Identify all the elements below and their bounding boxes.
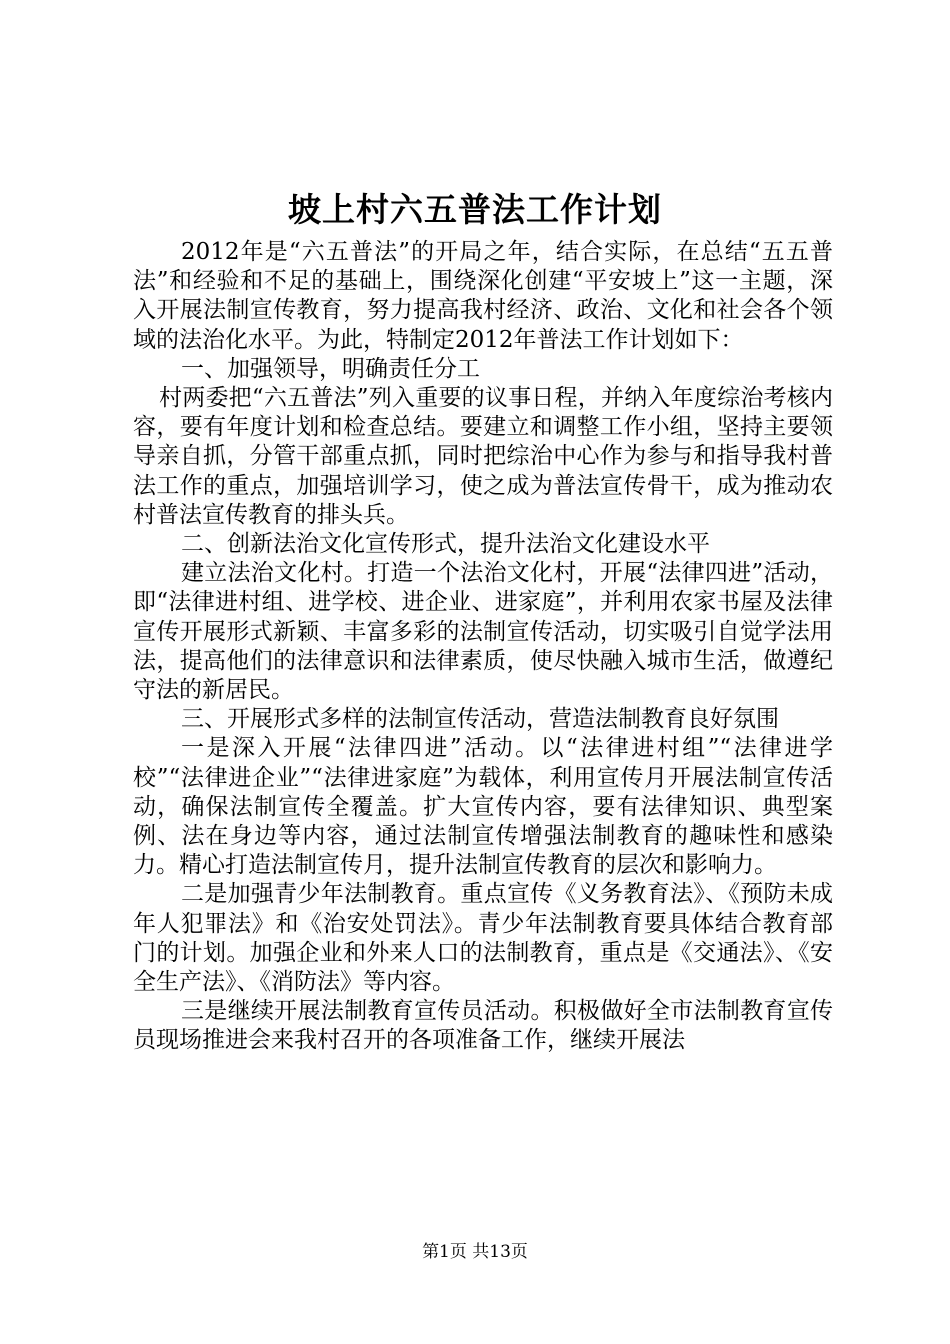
section-3-item-1: 一是深入开展“法律四进”活动。以“法律进村组”“法律进学校”“法律进企业”“法律进家庭”为载体，利用宣传月开展法制宣传活动，确保法制宣传全覆盖。扩大宣传内容，要有法律知识、典型案例、法在身边等内容，通过法制宣传增强法制教育的趣味性和感染力。精心打造法制宣传月，提升法制宣传教育的层次和影响力。 <box>133 735 833 879</box>
document-body <box>133 238 833 1056</box>
document-title: 坡上村六五普法工作计划 <box>288 190 662 229</box>
page-number-footer: 第1页 共13页 <box>422 1242 528 1262</box>
section-heading-3: 三、开展形式多样的法制宣传活动，营造法制教育良好氛围 <box>181 706 779 733</box>
section-heading-1: 一、加强领导，明确责任分工 <box>181 355 480 382</box>
section-heading-2: 二、创新法治文化宣传形式，提升法治文化建设水平 <box>181 531 710 558</box>
section-3-item-3: 三是继续开展法制教育宣传员活动。积极做好全市法制教育宣传员现场推进会来我村召开的各项准备工作，继续开展法 <box>133 998 833 1054</box>
section-3-item-2: 二是加强青少年法制教育。重点宣传《义务教育法》、《预防未成年人犯罪法》和《治安处罚法》。青少年法制教育要具体结合教育部门的计划。加强企业和外来人口的法制教育，重点是《交通法》、《安全生产法》、《消防法》等内容。 <box>133 881 833 996</box>
section-2-paragraph: 建立法治文化村。打造一个法治文化村，开展“法律四进”活动，即“法律进村组、进学校、进企业、进家庭”，并利用农家书屋及法律宣传开展形式新颖、丰富多彩的法制宣传活动，切实吸引自觉学法用法，提高他们的法律意识和法律素质，使尽快融入城市生活，做遵纪守法的新居民。 <box>133 560 833 704</box>
intro-paragraph: 2012年是“六五普法”的开局之年，结合实际，在总结“五五普法”和经验和不足的基础上，围绕深化创建“平安坡上”这一主题，深入开展法制宣传教育，努力提高我村经济、政治、文化和社会各个领域的法治化水平。为此，特制定2012年普法工作计划如下： <box>133 239 833 353</box>
section-1-paragraph: 村两委把“六五普法”列入重要的议事日程，并纳入年度综治考核内容，要有年度计划和检查总结。要建立和调整工作小组，坚持主要领导亲自抓，分管干部重点抓，同时把综治中心作为参与和指导我村普法工作的重点，加强培训学习，使之成为普法宣传骨干，成为推动农村普法宣传教育的排头兵。 <box>133 385 833 528</box>
